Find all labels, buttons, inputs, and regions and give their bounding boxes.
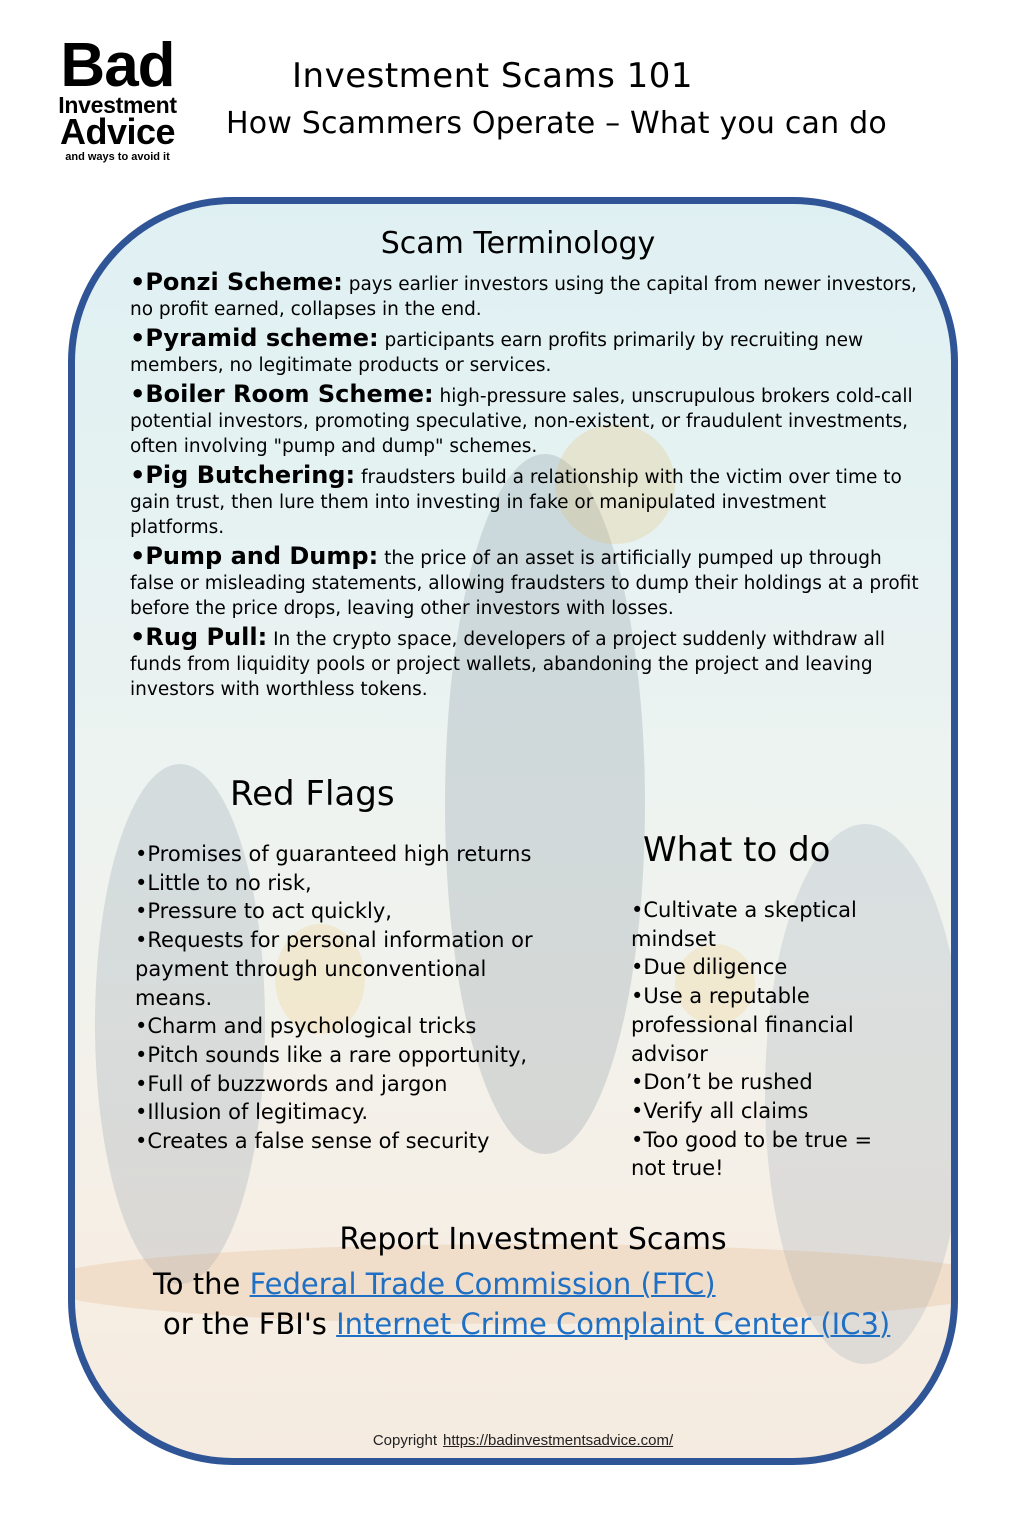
page-title: Investment Scams 101 (292, 56, 694, 96)
term-description: the price of an asset is artificially pumped up through false or misleading statements, allowing fraudsters to dump their holdings at a profit before the price drops, leaving other investors with losses. (130, 548, 919, 619)
term-rug-pull (130, 625, 920, 702)
bullet: • (130, 268, 146, 296)
red-flag-item: •Requests for personal information or payment through unconventional means. (135, 928, 533, 1010)
term-name: Pig Butchering: (145, 461, 356, 489)
term-name: Pyramid scheme: (145, 324, 379, 352)
bullet: • (130, 324, 146, 352)
copyright-footer (75, 1432, 951, 1449)
term-description: In the crypto space, developers of a project suddenly withdraw all funds from liquidity pools or project wallets, abandoning the project and leaving investors with worthless tokens. (130, 629, 885, 700)
website-link[interactable]: https://badinvestmentsadvice.com/ (443, 1432, 674, 1449)
what-to-do-item: •Verify all claims (631, 1098, 809, 1123)
term-boiler-room-scheme (130, 382, 920, 459)
bullet: • (130, 542, 146, 570)
term-name: Ponzi Scheme: (145, 268, 343, 296)
report-line-ftc (153, 1264, 923, 1304)
report-prefix: or the FBI's (163, 1307, 337, 1341)
term-description: participants earn profits primarily by recruiting new members, no legitimate products or services. (130, 330, 864, 376)
red-flag-item: •Little to no risk, (135, 870, 312, 895)
page-subtitle: How Scammers Operate – What you can do (226, 106, 887, 141)
bullet: • (130, 461, 146, 489)
bullet: • (130, 380, 146, 408)
red-flag-item: •Promises of guaranteed high returns (135, 842, 532, 866)
ic3-link[interactable]: Internet Crime Complaint Center (IC3) (336, 1307, 891, 1341)
red-flag-item: •Full of buzzwords and jargon (135, 1071, 448, 1096)
report-section (153, 1264, 923, 1344)
red-flags-heading: Red Flags (230, 774, 395, 814)
red-flags-list (135, 840, 555, 1156)
ftc-link[interactable]: Federal Trade Commission (FTC) (249, 1267, 716, 1301)
what-to-do-heading: What to do (643, 830, 831, 870)
term-description: fraudsters build a relationship with the victim over time to gain trust, then lure them into investing in fake or manipulated investment platforms. (130, 467, 902, 538)
report-line-ic3 (153, 1304, 923, 1344)
term-description: pays earlier investors using the capital from newer investors, no profit earned, collapses in the end. (130, 274, 917, 320)
term-pump-and-dump (130, 544, 920, 621)
term-pig-butchering (130, 463, 920, 540)
what-to-do-item: •Use a reputable professional financial advisor (631, 984, 854, 1066)
logo-tagline: and ways to avoid it (65, 151, 170, 163)
what-to-do-item: •Due diligence (631, 955, 788, 980)
red-flag-item: •Pressure to act quickly, (135, 899, 392, 924)
what-to-do-item: •Too good to be true = not true! (631, 1127, 873, 1181)
logo-line-advice: Advice (59, 111, 176, 152)
brand-logo (40, 31, 195, 164)
terminology-list (130, 270, 920, 706)
logo-line-investment: Investment (58, 92, 177, 118)
bullet: • (130, 623, 146, 651)
term-name: Pump and Dump: (145, 542, 379, 570)
info-card (68, 197, 958, 1465)
what-to-do-item: •Don’t be rushed (631, 1070, 813, 1095)
term-name: Rug Pull: (145, 623, 268, 651)
red-flag-item: •Charm and psychological tricks (135, 1014, 477, 1039)
terminology-heading: Scam Terminology (380, 226, 656, 261)
what-to-do-list (631, 896, 901, 1183)
term-name: Boiler Room Scheme: (145, 380, 434, 408)
what-to-do-item: •Cultivate a skeptical mindset (631, 898, 857, 951)
term-pyramid-scheme (130, 326, 920, 378)
copyright-label: Copyright (372, 1432, 438, 1449)
logo-line-bad: Bad (60, 31, 175, 100)
red-flag-item: •Creates a false sense of security (135, 1129, 490, 1154)
red-flag-item: •Pitch sounds like a rare opportunity, (135, 1042, 528, 1067)
report-prefix: To the (153, 1267, 250, 1301)
term-ponzi-scheme (130, 270, 920, 322)
red-flag-item: •Illusion of legitimacy. (135, 1100, 369, 1125)
term-description: high-pressure sales, unscrupulous brokers cold-call potential investors, promoting speculative, non-existent, or fraudulent investments, often involving "pump and dump" schemes. (130, 386, 913, 457)
report-heading: Report Investment Scams (339, 1222, 727, 1257)
